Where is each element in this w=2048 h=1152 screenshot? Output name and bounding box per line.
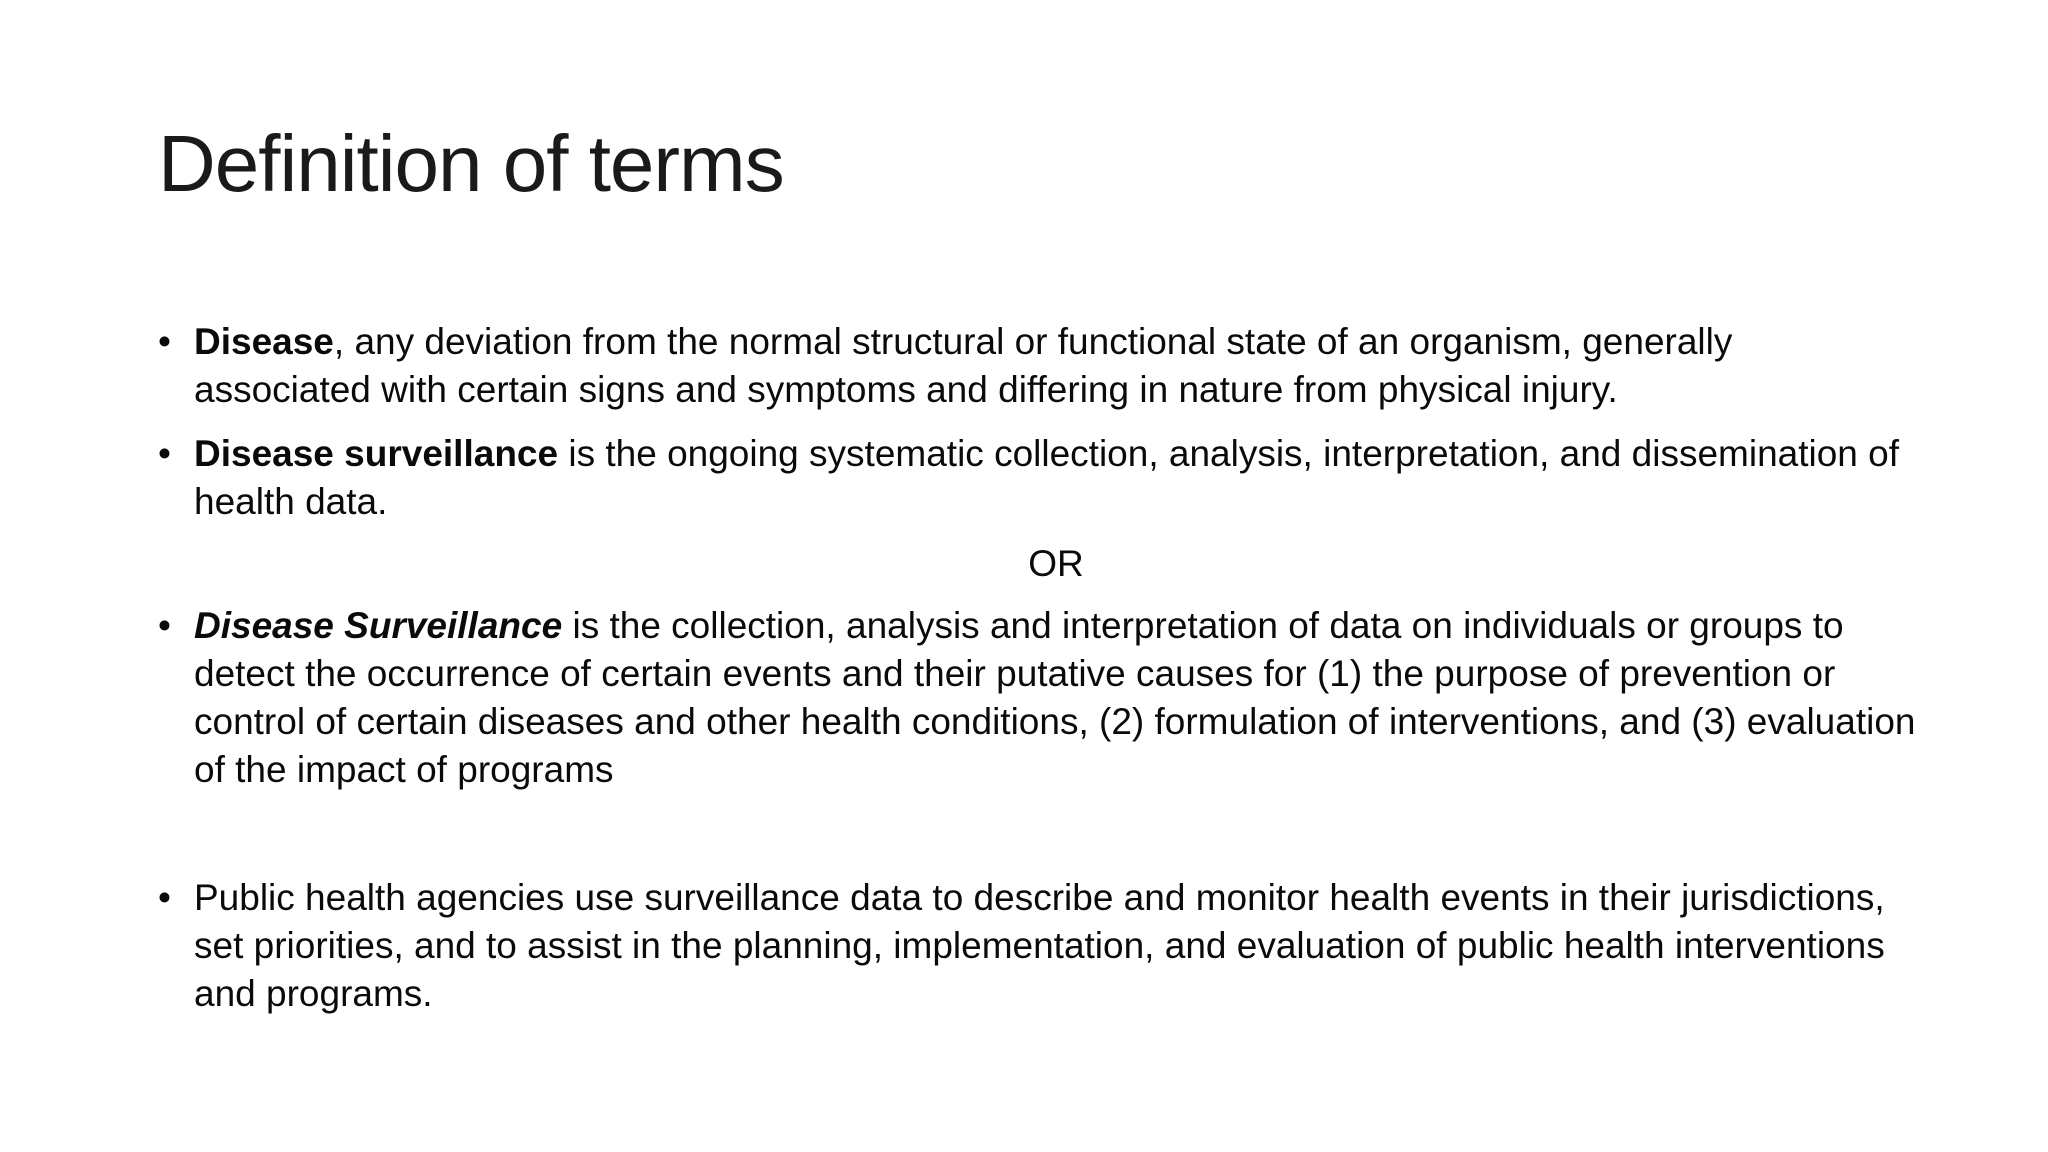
slide-body	[158, 318, 1918, 1018]
term-disease-surveillance-alt: Disease Surveillance	[194, 605, 563, 646]
definition-disease: , any deviation from the normal structural or functional state of an organism, generally associated with certain signs and symptoms and differing in nature from physical injury.	[194, 321, 1733, 410]
bullet-disease-surveillance-alt	[158, 602, 1918, 794]
term-disease-surveillance: Disease surveillance	[194, 433, 559, 474]
bullet-disease-surveillance	[158, 430, 1918, 526]
definition-disease-surveillance-alt: is the collection, analysis and interpretation of data on individuals or groups to detect the occurrence of certain events and their putative causes for (1) the purpose of prevention or control of certain diseases and other health conditions, (2) formulation of interventions, and (3) evaluation of the impact of programs	[194, 605, 1916, 790]
bullet-dot: •	[158, 877, 171, 918]
term-disease: Disease	[194, 321, 334, 362]
definition-disease-surveillance: is the ongoing systematic collection, analysis, interpretation, and dissemination of health data.	[194, 433, 1900, 522]
bullet-dot: •	[158, 605, 171, 646]
bullet-public-health-agencies	[158, 874, 1918, 1018]
bullet-disease	[158, 318, 1918, 414]
bullet-dot: •	[158, 433, 171, 474]
or-separator: OR	[1028, 543, 1084, 584]
bullet-dot: •	[158, 321, 171, 362]
public-health-agencies-text: Public health agencies use surveillance data to describe and monitor health events in their jurisdictions, set priorities, and to assist in the planning, implementation, and evaluation of public health interventions and programs.	[194, 877, 1885, 1014]
slide-title: Definition of terms	[158, 119, 784, 208]
